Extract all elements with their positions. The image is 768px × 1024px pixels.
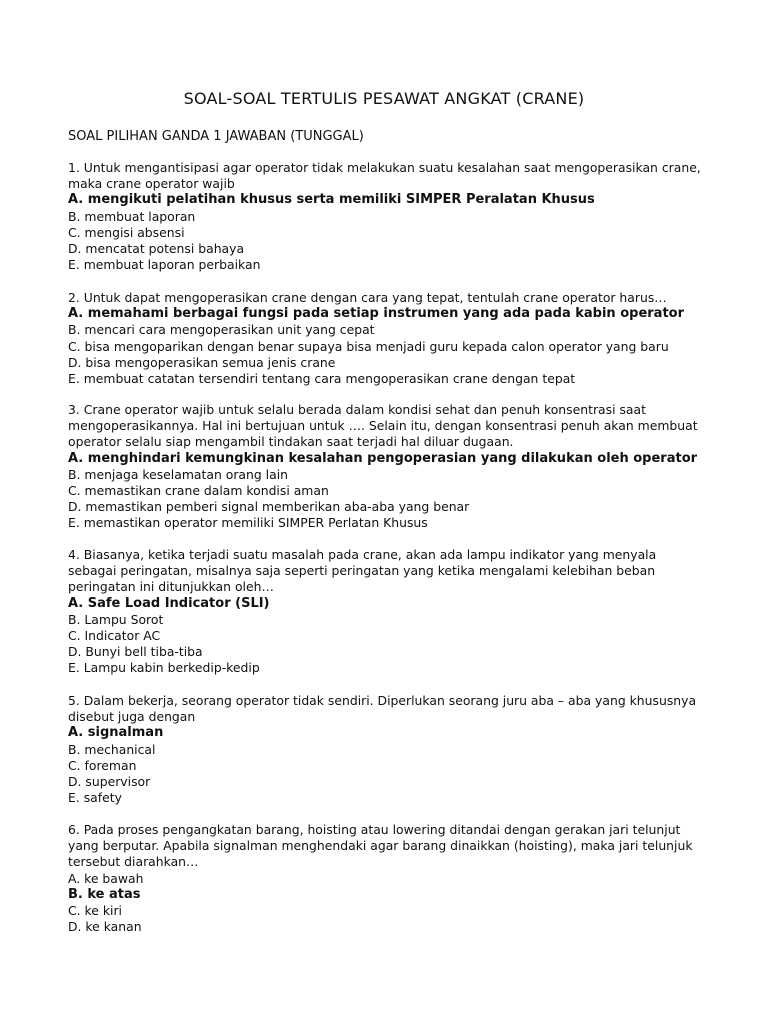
question-1-option-c: C. mengisi absensi xyxy=(68,224,185,240)
question-6-text: 6. Pada proses pengangkatan barang, hoisting atau lowering ditandai dengan gerakan jari telunjut yang berputar. Apabila signalman menghendaki agar barang dinaikkan (hoisting), maka jari telunjuk tersebut diarahkan… xyxy=(68,822,693,870)
question-3-option-c: C. memastikan crane dalam kondisi aman xyxy=(68,483,329,499)
question-3-option-d: D. memastikan pemberi signal memberikan aba-aba yang benar xyxy=(68,499,470,515)
question-4 xyxy=(68,547,708,677)
question-5-option-b: B. mechanical xyxy=(68,741,156,757)
question-6-option-c: C. ke kiri xyxy=(68,903,122,919)
question-2-option-c: C. bisa mengoparikan dengan benar supaya bisa menjadi guru kepada calon operator yang baru xyxy=(68,338,669,354)
question-2-option-d: D. bisa mengoperasikan semua jenis crane xyxy=(68,354,336,370)
question-2-option-b: B. mencari cara mengoperasikan unit yang cepat xyxy=(68,322,375,338)
question-2-option-a: A. memahami berbagai fungsi pada setiap instrumen yang ada pada kabin operator xyxy=(68,306,684,322)
question-5-option-e: E. safety xyxy=(68,790,122,806)
question-1 xyxy=(68,160,708,273)
question-4-option-e: E. Lampu kabin berkedip-kedip xyxy=(68,660,260,676)
question-1-option-e: E. membuat laporan perbaikan xyxy=(68,257,261,273)
question-4-text: 4. Biasanya, ketika terjadi suatu masalah pada crane, akan ada lampu indikator yang menyala sebagai peringatan, misalnya saja seperti peringatan yang ketika mengalami kelebihan beban peringatan ini ditunjukkan oleh… xyxy=(68,547,657,595)
question-5-option-d: D. supervisor xyxy=(68,774,151,790)
question-4-option-c: C. Indicator AC xyxy=(68,628,161,644)
question-3-option-b: B. menjaga keselamatan orang lain xyxy=(68,466,288,482)
question-2-text: 2. Untuk dapat mengoperasikan crane dengan cara yang tepat, tentulah crane operator harus… xyxy=(68,290,667,305)
question-6-option-a: A. ke bawah xyxy=(68,870,144,886)
question-3 xyxy=(68,402,708,532)
question-1-option-b: B. membuat laporan xyxy=(68,208,196,224)
question-6 xyxy=(68,822,708,935)
question-3-option-e: E. memastikan operator memiliki SIMPER Perlatan Khusus xyxy=(68,515,428,531)
question-6-option-b: B. ke atas xyxy=(68,886,141,902)
question-4-option-d: D. Bunyi bell tiba-tiba xyxy=(68,644,203,660)
question-5-text: 5. Dalam bekerja, seorang operator tidak sendiri. Diperlukan seorang juru aba – aba yang khususnya disebut juga dengan xyxy=(68,693,697,725)
question-1-option-d: D. mencatat potensi bahaya xyxy=(68,241,245,257)
document-subtitle: SOAL PILIHAN GANDA 1 JAWABAN (TUNGGAL) xyxy=(68,129,364,144)
question-1-option-a: A. mengikuti pelatihan khusus serta memiliki SIMPER Peralatan Khusus xyxy=(68,192,595,208)
question-5-option-c: C. foreman xyxy=(68,757,137,773)
question-1-text: 1. Untuk mengantisipasi agar operator tidak melakukan suatu kesalahan saat mengoperasikan crane, maka crane operator wajib xyxy=(68,160,701,192)
question-3-text: 3. Crane operator wajib untuk selalu berada dalam kondisi sehat dan penuh konsentrasi saat mengoperasikannya. Hal ini bertujuan untuk …. Selain itu, dengan konsentrasi penuh akan membuat operator selalu siap mengambil tindakan saat terjadi hal diluar dugaan. xyxy=(68,402,698,450)
question-4-option-b: B. Lampu Sorot xyxy=(68,611,164,627)
question-3-option-a: A. menghindari kemungkinan kesalahan pengoperasian yang dilakukan oleh operator xyxy=(68,450,698,466)
question-2 xyxy=(68,290,708,387)
question-6-option-d: D. ke kanan xyxy=(68,919,142,935)
question-4-option-a: A. Safe Load Indicator (SLI) xyxy=(68,595,270,611)
question-2-option-e: E. membuat catatan tersendiri tentang cara mengoperasikan crane dengan tepat xyxy=(68,371,576,387)
question-5-option-a: A. signalman xyxy=(68,725,164,741)
document-title: SOAL-SOAL TERTULIS PESAWAT ANGKAT (CRANE) xyxy=(183,89,585,108)
question-5 xyxy=(68,693,708,806)
